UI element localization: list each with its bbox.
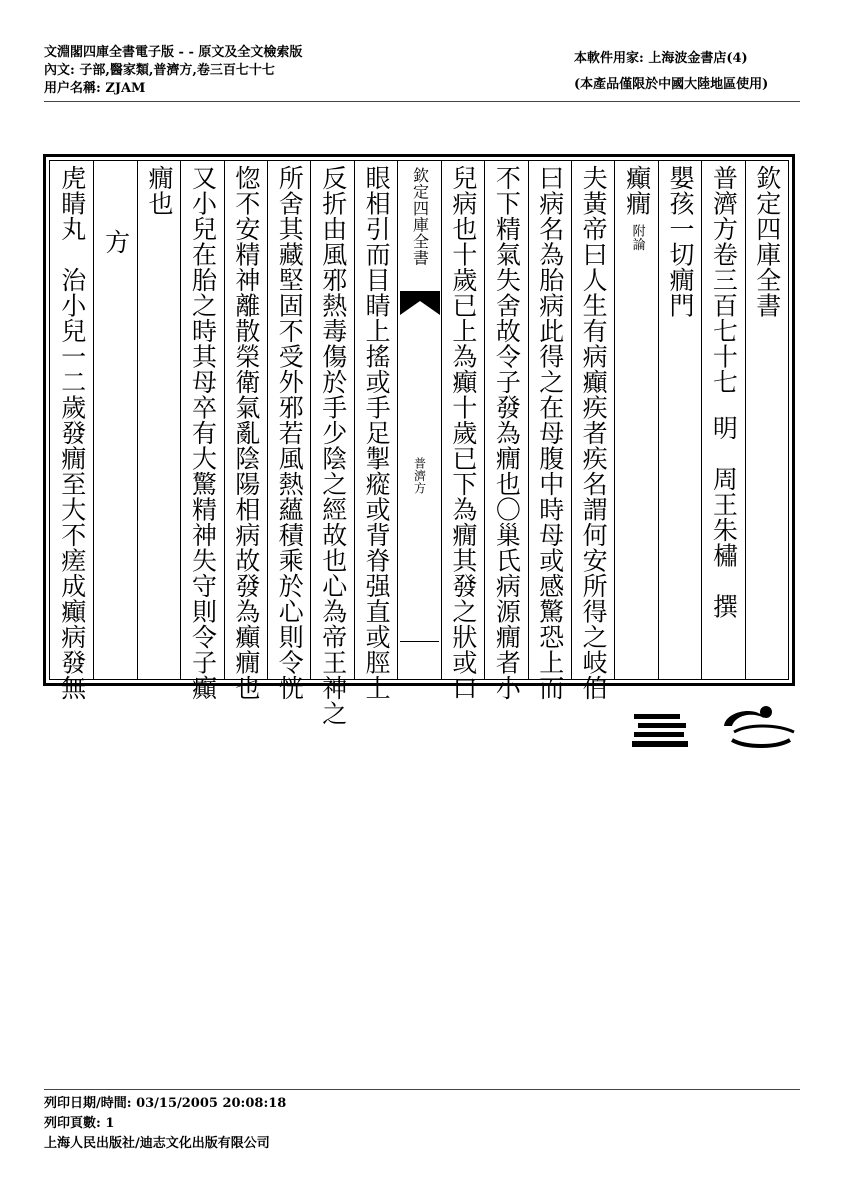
column-text	[186, 161, 218, 701]
text-column	[224, 161, 267, 701]
header-region-notice: (本產品僅限於中國大陸地區使用)	[574, 77, 769, 92]
column-main-text: 虎睛丸 治小兒一二歲發癇至大不瘥成癲病發無	[57, 165, 87, 701]
column-main-text: 所舍其藏堅固不受外邪若風熱蘊積乘於心則令恍	[275, 165, 305, 701]
column-text	[317, 161, 349, 726]
column-main-text: 方	[101, 229, 131, 255]
page-frame	[43, 154, 795, 726]
footer-divider	[44, 1089, 800, 1090]
text-column	[137, 161, 180, 679]
text-column	[180, 161, 223, 701]
column-main-text: 眼相引而目睛上搖或手足掣瘲或背脊强直或脛上	[362, 165, 392, 701]
header-right	[574, 46, 768, 98]
column-note: 附論	[629, 224, 645, 251]
text-column	[354, 161, 397, 701]
header-edition: 文淵閣四庫全書電子版 - - 原文及全文檢索版	[44, 45, 303, 60]
column-main-text: 欽定四庫全書	[752, 165, 782, 318]
column-main-text: 癲癇	[622, 165, 652, 216]
text-column	[441, 161, 484, 701]
text-column	[528, 161, 571, 701]
column-text	[577, 161, 609, 701]
column-text	[707, 161, 739, 679]
header-licensee: 本軟件用家: 上海波金書店(4)	[574, 51, 748, 66]
text-column	[310, 161, 353, 726]
page-columns	[49, 160, 789, 726]
column-text	[360, 161, 392, 701]
column-author-line: 明 周王朱橚 撰	[709, 414, 739, 619]
column-main-text: 又小兒在胎之時其母卒有大驚精神失守則令子癲	[188, 165, 218, 701]
column-main-text: 兒病也十歲已上為癲十歲已下為癇其發之狀或口	[448, 165, 478, 701]
text-column	[267, 161, 310, 701]
text-column	[745, 161, 788, 679]
column-text	[273, 161, 305, 701]
header-username: 用户名稱: ZJAM	[44, 81, 146, 96]
column-text	[490, 161, 522, 701]
column-text	[534, 161, 566, 701]
fold-strip-inner	[398, 161, 440, 679]
fold-strip	[397, 161, 440, 679]
text-column	[50, 161, 93, 701]
siku-quanshu-logo	[626, 700, 804, 752]
column-main-text: 曰病名為胎病此得之在母腹中時母或感驚恐上而	[535, 165, 565, 701]
text-column	[484, 161, 527, 701]
text-column	[571, 161, 614, 701]
column-main-text: 不下精氣失舍故令子發為癇也〇巢氏病源癇者小	[492, 165, 522, 701]
column-main-text: 普濟方卷三百七十七	[709, 165, 739, 395]
column-text	[230, 161, 262, 701]
column-main-text: 癇也	[145, 165, 175, 216]
footer-print-datetime: 列印日期/時間: 03/15/2005 20:08:18	[44, 1096, 287, 1111]
column-main-text: 惚不安精神離散榮衛氣亂陰陽相病故發為癲癇也	[231, 165, 261, 701]
strip-divider	[400, 641, 438, 642]
text-column	[614, 161, 657, 679]
text-column	[701, 161, 744, 679]
strip-section-title: 普濟方	[412, 457, 427, 495]
column-text	[447, 161, 479, 701]
header-divider	[44, 101, 800, 102]
strip-book-title: 欽定四庫全書	[410, 167, 430, 266]
column-text	[100, 161, 132, 679]
text-column	[658, 161, 701, 679]
column-text	[621, 161, 653, 679]
header-content-path: 內文: 子部,醫家類,普濟方,卷三百七十七	[44, 63, 275, 78]
column-main-text: 夫黃帝曰人生有病癲疾者疾名謂何安所得之岐伯	[579, 165, 609, 701]
footer-page-count: 列印頁數: 1	[44, 1116, 115, 1131]
fishtail-mark-icon	[400, 291, 440, 315]
column-text	[143, 161, 175, 679]
footer	[44, 1094, 286, 1154]
column-main-text: 嬰孩一切癇門	[665, 165, 695, 318]
column-text	[664, 161, 696, 679]
header-left	[44, 44, 302, 98]
column-text	[751, 161, 783, 679]
column-main-text: 反折由風邪熱毒傷於手少陰之經故也心為帝王神之	[318, 165, 348, 726]
column-text	[56, 161, 88, 701]
text-column	[93, 161, 136, 679]
footer-publisher: 上海人民出版社/迪志文化出版有限公司	[44, 1136, 270, 1151]
